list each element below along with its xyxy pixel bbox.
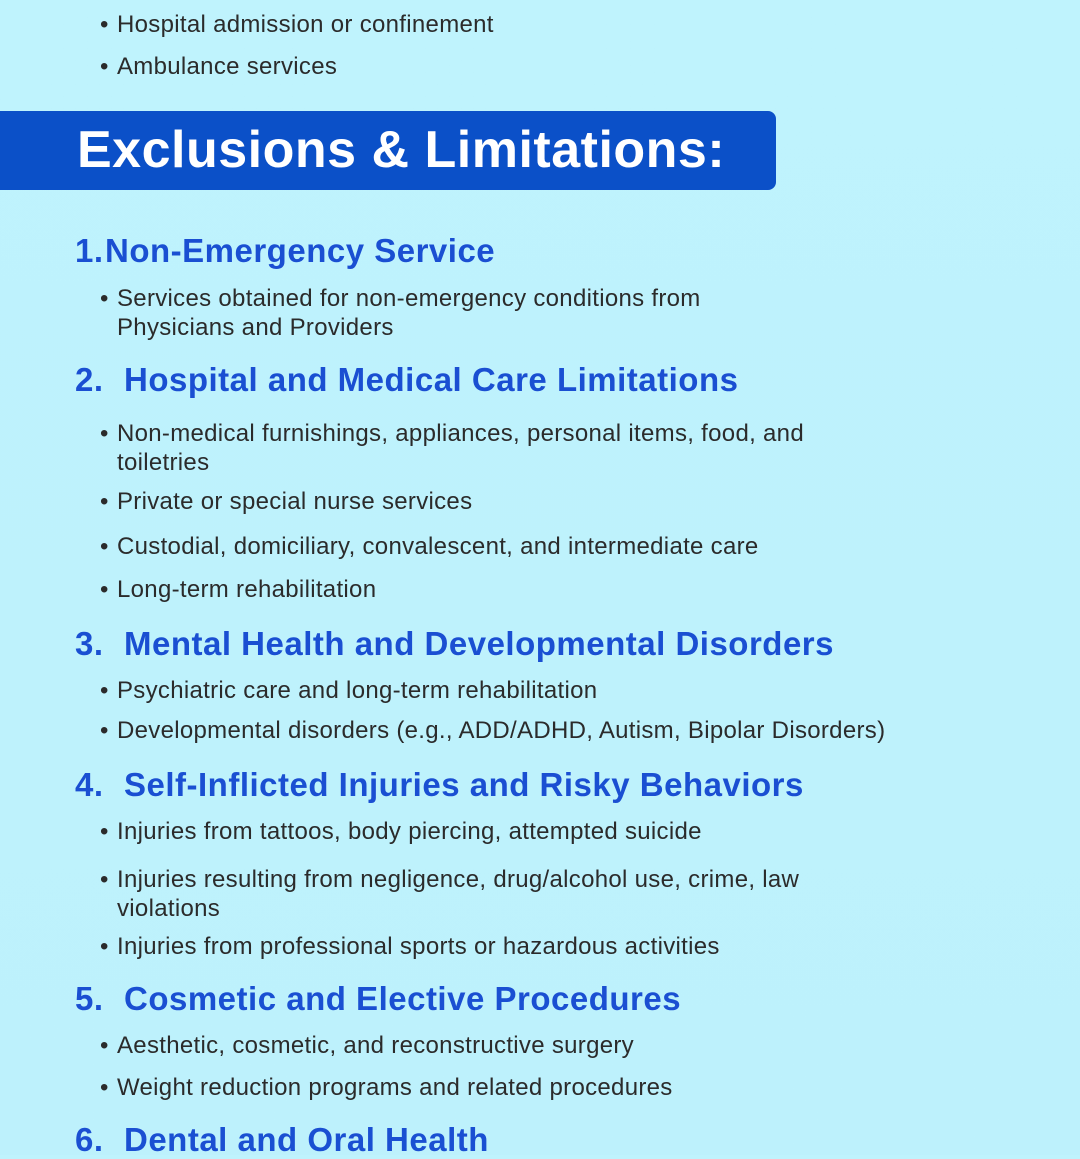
section-heading xyxy=(75,1121,489,1159)
list-item xyxy=(100,487,472,516)
bullet-icon: • xyxy=(100,53,109,80)
bullet-icon: • xyxy=(100,488,109,515)
item-text: Hospital admission or confinement xyxy=(117,11,494,38)
bullet-icon: • xyxy=(100,1032,109,1059)
item-text: Non-medical furnishings, appliances, personal items, food, and toiletries xyxy=(117,420,804,476)
section-title: Non-Emergency Service xyxy=(105,232,496,269)
item-text: Weight reduction programs and related procedures xyxy=(117,1074,673,1101)
list-item xyxy=(100,532,759,561)
section-number: 1. xyxy=(75,232,104,269)
item-text: Ambulance services xyxy=(117,53,338,80)
item-text: Long-term rehabilitation xyxy=(117,576,377,603)
item-text: Psychiatric care and long-term rehabilitation xyxy=(117,677,598,704)
section-title: Dental and Oral Health xyxy=(124,1121,489,1158)
bullet-icon: • xyxy=(100,576,109,603)
bullet-icon: • xyxy=(100,420,109,447)
list-item xyxy=(100,1073,673,1102)
section-title: Self-Inflicted Injuries and Risky Behaviors xyxy=(124,766,804,803)
list-item xyxy=(100,10,494,39)
section-title: Cosmetic and Elective Procedures xyxy=(124,980,682,1017)
item-text: Private or special nurse services xyxy=(117,488,473,515)
bullet-icon: • xyxy=(100,533,109,560)
bullet-icon: • xyxy=(100,717,109,744)
list-item xyxy=(100,817,702,846)
bullet-icon: • xyxy=(100,285,109,312)
bullet-icon: • xyxy=(100,1074,109,1101)
list-item xyxy=(100,419,890,477)
item-text: Developmental disorders (e.g., ADD/ADHD, Autism, Bipolar Disorders) xyxy=(117,717,886,744)
section-number: 4. xyxy=(75,766,104,803)
section-number: 3. xyxy=(75,625,104,662)
bullet-icon: • xyxy=(100,677,109,704)
item-text: Injuries from professional sports or hazardous activities xyxy=(117,933,720,960)
section-heading xyxy=(75,766,804,804)
section-heading xyxy=(75,232,495,270)
section-title: Mental Health and Developmental Disorders xyxy=(124,625,835,662)
list-item xyxy=(100,575,376,604)
list-item xyxy=(100,284,820,342)
section-number: 6. xyxy=(75,1121,104,1158)
section-title: Hospital and Medical Care Limitations xyxy=(124,361,739,398)
section-heading xyxy=(75,625,834,663)
list-item xyxy=(100,865,890,923)
item-text: Injuries resulting from negligence, drug/alcohol use, crime, law violations xyxy=(117,866,800,922)
bullet-icon: • xyxy=(100,818,109,845)
item-text: Custodial, domiciliary, convalescent, and intermediate care xyxy=(117,533,759,560)
section-number: 2. xyxy=(75,361,104,398)
bullet-icon: • xyxy=(100,11,109,38)
list-item xyxy=(100,1031,634,1060)
section-heading xyxy=(75,361,738,399)
bullet-icon: • xyxy=(100,866,109,893)
banner-title: Exclusions & Limitations: xyxy=(77,121,726,179)
bullet-icon: • xyxy=(100,933,109,960)
section-banner xyxy=(0,111,776,190)
list-item xyxy=(100,52,337,81)
item-text: Services obtained for non-emergency conditions from Physicians and Providers xyxy=(117,285,701,341)
list-item xyxy=(100,716,885,745)
section-number: 5. xyxy=(75,980,104,1017)
item-text: Injuries from tattoos, body piercing, attempted suicide xyxy=(117,818,702,845)
item-text: Aesthetic, cosmetic, and reconstructive surgery xyxy=(117,1032,634,1059)
list-item xyxy=(100,932,720,961)
list-item xyxy=(100,676,597,705)
section-heading xyxy=(75,980,681,1018)
